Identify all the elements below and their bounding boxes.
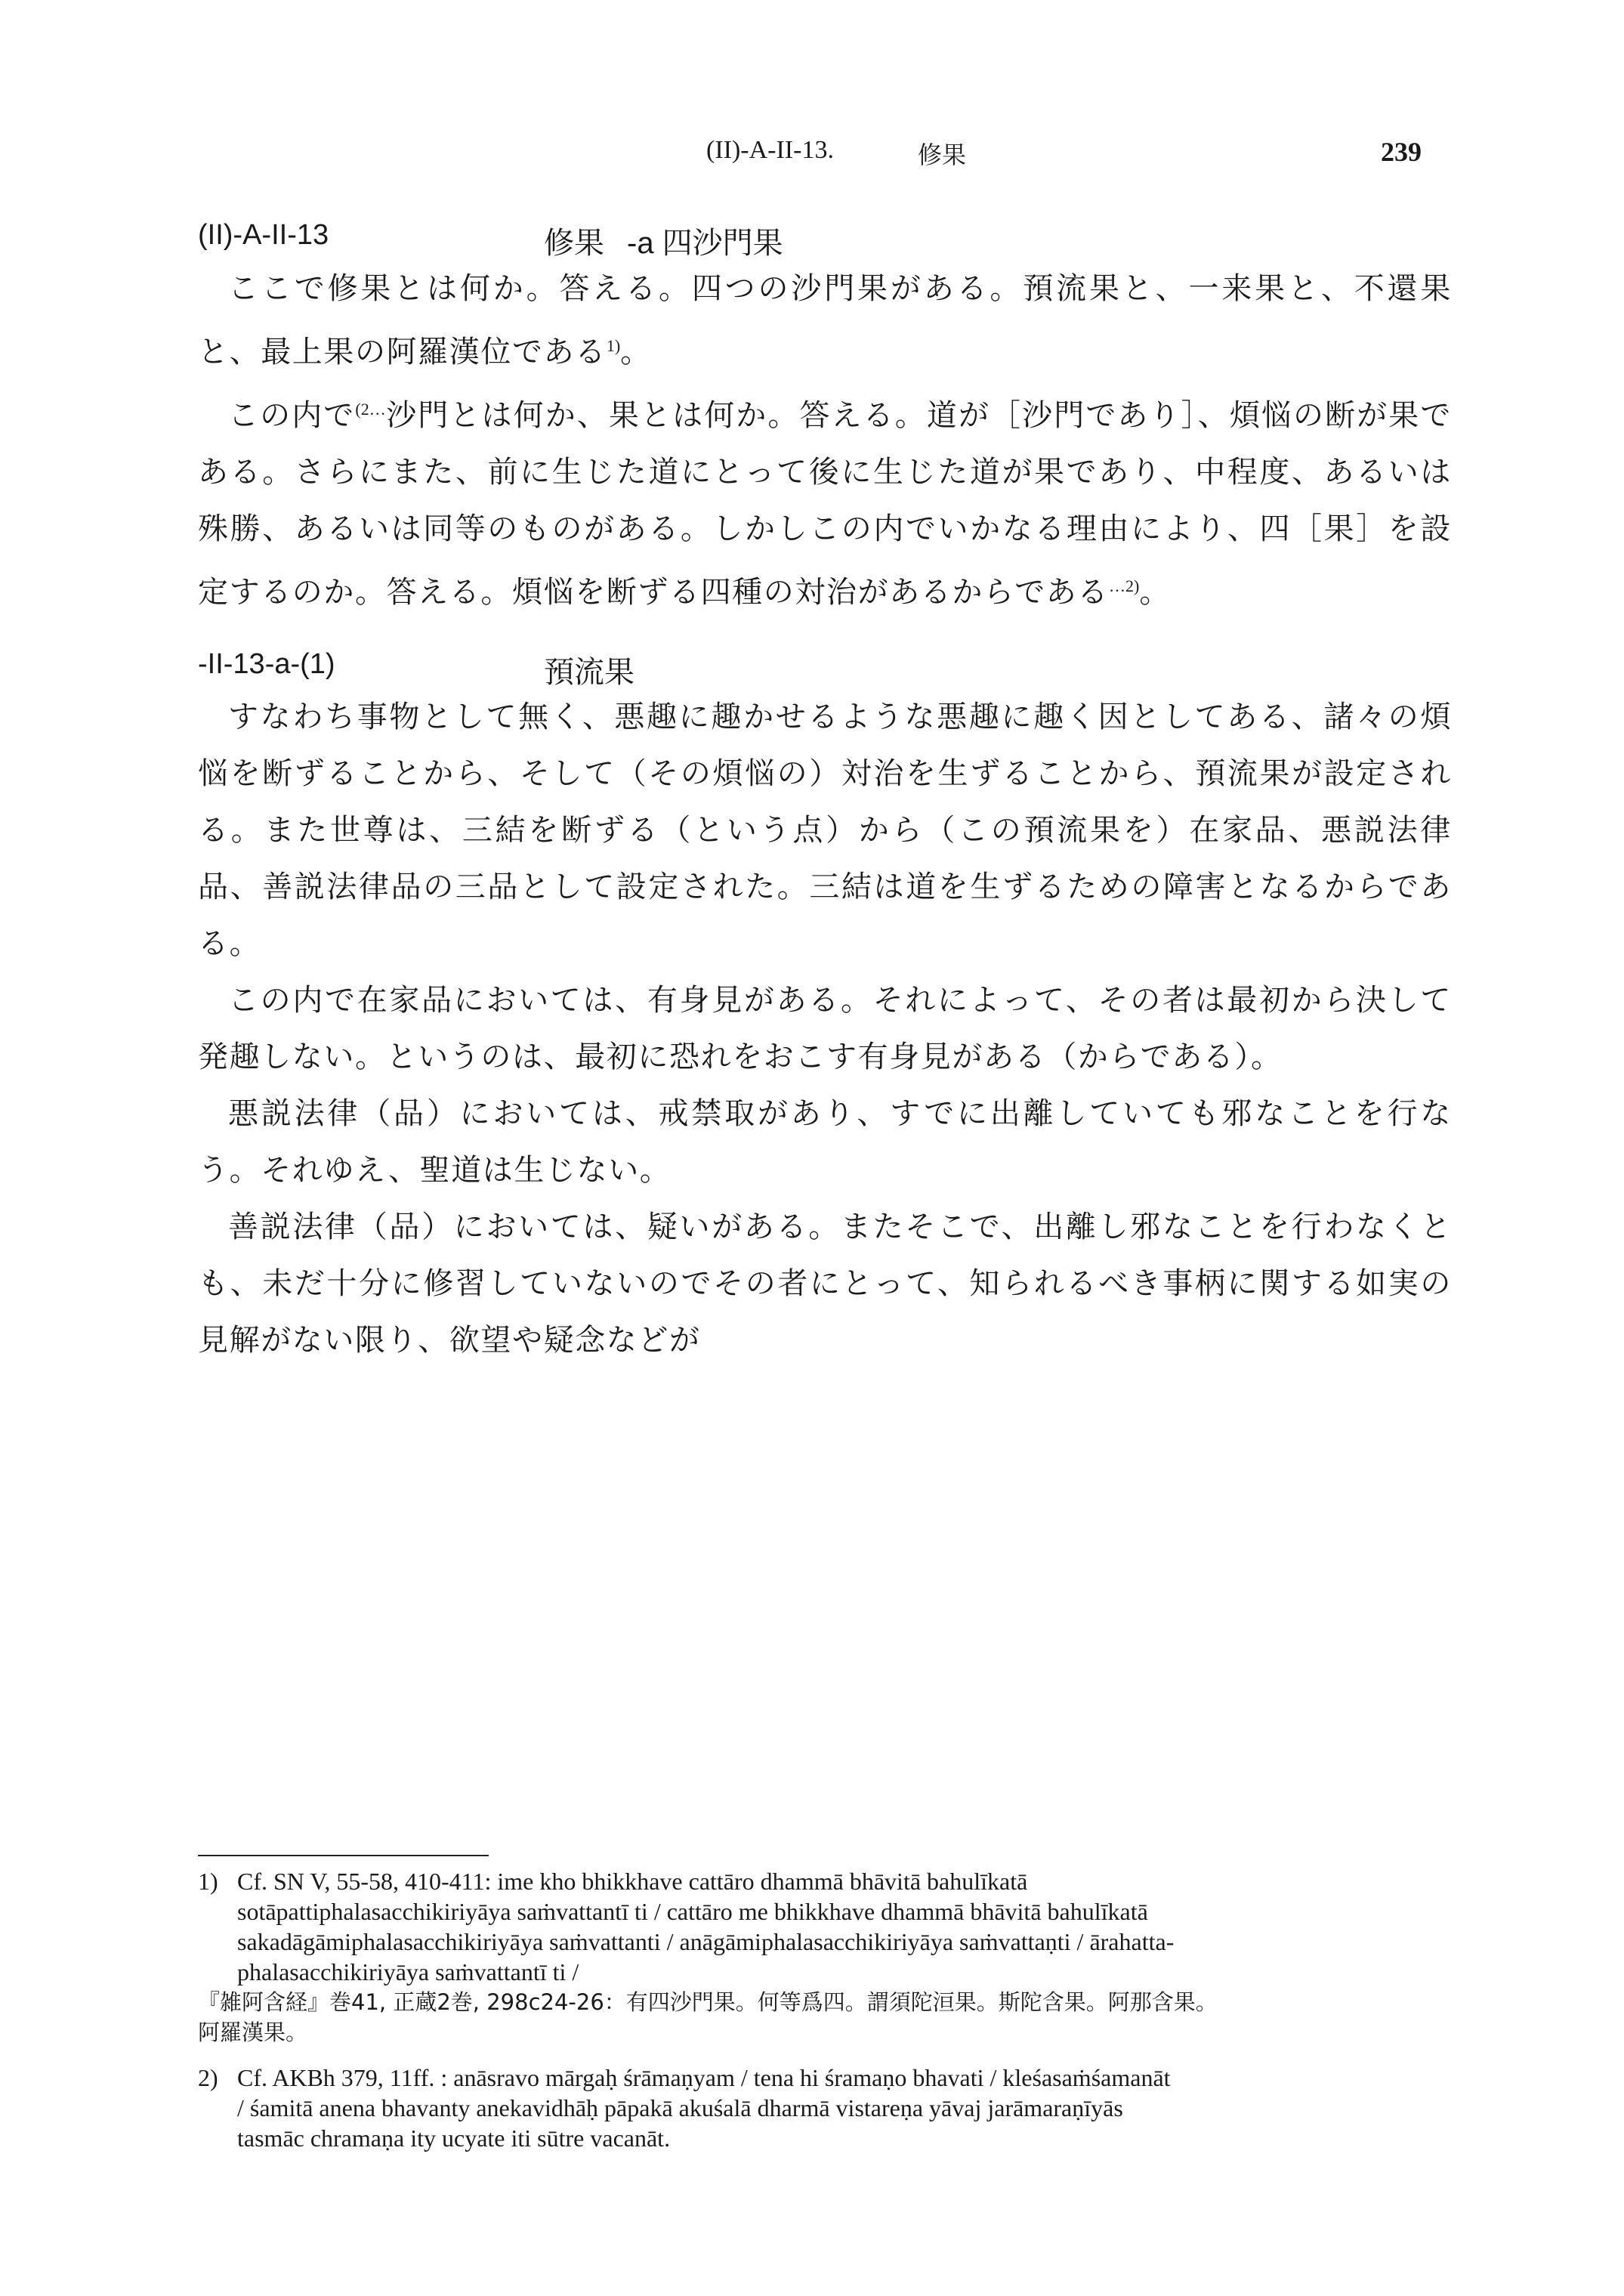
footnote-line: Cf. AKBh 379, 11ff. : anāsravo mārgaḥ śrāmaṇyam / tena hi śramaṇo bhavati / kleśasaṁśamanāt <box>237 2064 1171 2091</box>
footnote-number: 1) <box>198 1868 218 1895</box>
paragraph-end: 。 <box>620 335 652 369</box>
footnote-line: Cf. SN V, 55-58, 410-411: ime kho bhikkhave cattāro dhammā bhāvitā bahulīkatā <box>237 1868 1028 1895</box>
footnote-rule <box>198 1855 489 1856</box>
section-body <box>198 261 1452 621</box>
running-header-section: (II)-A-II-13. <box>706 136 834 164</box>
section-title: 修果 <box>544 226 604 261</box>
section-id: (II)-A-II-13 <box>198 219 329 251</box>
footnote-line-ja: 『雑阿含経』巻41, 正蔵2巻, 298c24-26：有四沙門果。何等爲四。謂須陀洹果。斯陀含果。阿那含果。 <box>198 1989 1218 2015</box>
paragraph <box>198 381 1452 621</box>
footnote-ref-open: (2… <box>355 400 386 419</box>
subsection-body <box>198 689 1452 1369</box>
paragraph <box>198 261 1452 381</box>
footnote-ref-close: …2) <box>1109 576 1140 595</box>
section-title-group <box>544 219 783 262</box>
section-heading <box>198 219 1452 264</box>
footnote-number: 2) <box>198 2064 218 2091</box>
running-header <box>0 136 1624 174</box>
footnote-continuation <box>198 1987 1452 2047</box>
footnote-ref: 1) <box>606 336 621 355</box>
footnote-line: phalasacchikiriyāya saṁvattantī ti / <box>237 1958 579 1985</box>
footnote-line-ja: 阿羅漢果。 <box>198 2019 308 2045</box>
paragraph-end: 。 <box>1139 575 1171 610</box>
subsection-heading <box>198 648 1452 694</box>
paragraph-text: ここで修果とは何か。答える。四つの沙門果がある。預流果と、一来果と、不還果と、最上果の阿羅漢位である <box>198 271 1452 369</box>
paragraph-text: この内で <box>228 398 356 433</box>
paragraph-text: 沙門とは何か、果とは何か。答える。道が［沙門であり］、煩悩の断が果である。さらにまた、前に生じた道にとって後に生じた道が果であり、中程度、あるいは殊勝、あるいは同等のものがある。しかしこの内でいかなる理由により、四［果］を設定するのか。答える。煩悩を断ずる四種の対治があるからである <box>198 398 1452 610</box>
subsection-title: 預流果 <box>544 655 634 690</box>
footnote-line: / śamitā anena bhavanty anekavidhāḥ pāpakā akuśalā dharmā vistareṇa yāvaj jarāmaraṇīyās <box>237 2094 1123 2121</box>
subsection-id: -II-13-a-(1) <box>198 648 335 680</box>
footnote <box>198 2063 1452 2153</box>
running-header-title: 修果 <box>918 141 967 169</box>
paragraph: 善説法律（品）においては、疑いがある。またそこで、出離し邪なことを行わなくとも、未だ十分に修習していないのでその者にとって、知られるべき事柄に関する如実の見解がない限り、欲望や疑念などが <box>198 1210 1452 1358</box>
paragraph: すなわち事物として無く、悪趣に趣かせるような悪趣に趣く因としてある、諸々の煩悩を断ずることから、そして（その煩悩の）対治を生ずることから、預流果が設定される。また世尊は、三結を断ずる（という点）から（この預流果を）在家品、悪説法律品、善説法律品の三品として設定された。三結は道を生ずるための障害となるからである。 <box>198 700 1452 961</box>
footnote-line: sakadāgāmiphalasacchikiriyāya saṁvattanti / anāgāmiphalasacchikiriyāya saṁvattaṇti / ārahatta- <box>237 1928 1175 1955</box>
footnote-line: tasmāc chramaṇa ity ucyate iti sūtre vacanāt. <box>237 2124 671 2152</box>
section-subtitle: -a 四沙門果 <box>627 227 783 260</box>
footnotes <box>198 1866 1452 2162</box>
paragraph: 悪説法律（品）においては、戒禁取があり、すでに出離していても邪なことを行なう。それゆえ、聖道は生じない。 <box>198 1096 1452 1188</box>
footnote <box>198 1866 1452 1987</box>
page-number: 239 <box>1381 137 1422 167</box>
paragraph: この内で在家品においては、有身見がある。それによって、その者は最初から決して発趣しない。というのは、最初に恐れをおこす有身見がある（からである）。 <box>198 983 1452 1074</box>
footnote-line: sotāpattiphalasacchikiriyāya saṁvattantī ti / cattāro me bhikkhave dhammā bhāvitā bahulīkatā <box>237 1898 1148 1925</box>
